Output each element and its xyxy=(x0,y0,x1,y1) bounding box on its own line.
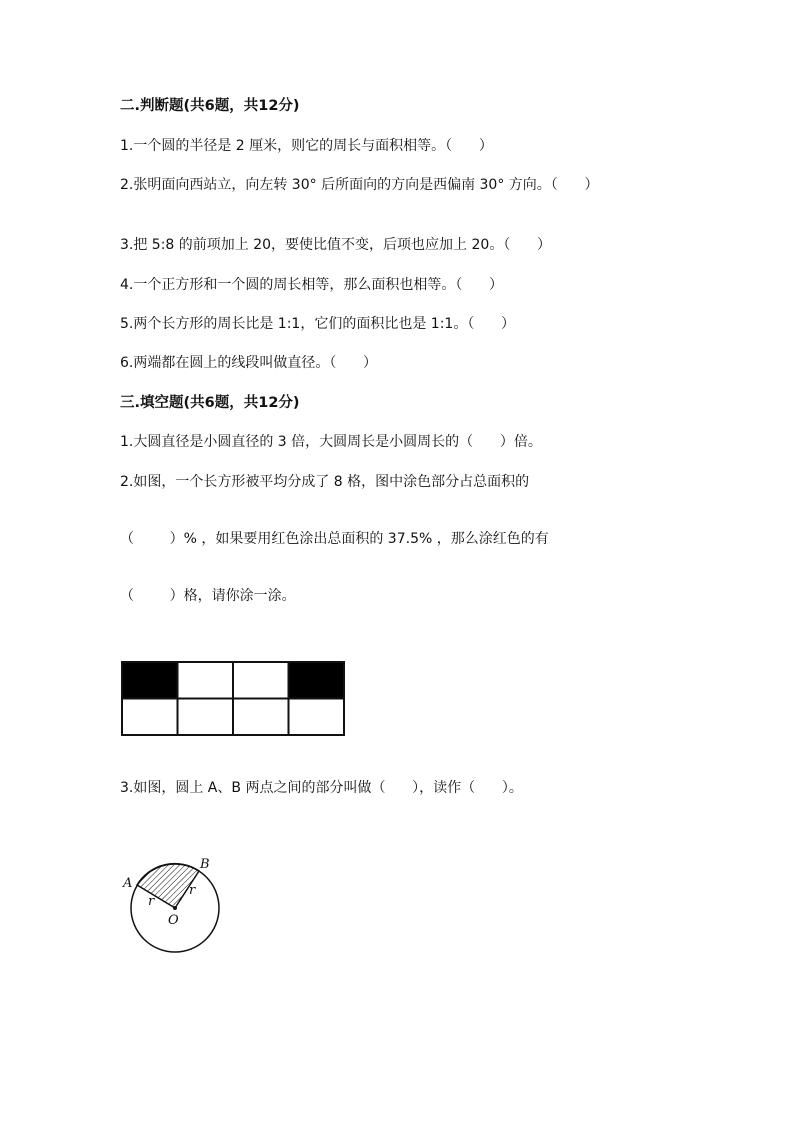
label-r-left: r xyxy=(148,894,155,909)
grid-cell-r2-c4 xyxy=(289,699,345,736)
judge-question-5: 5.两个长方形的周长比是 1:1，它们的面积比也是 1:1。（ ） xyxy=(120,316,516,332)
fill-question-1: 1.大圆直径是小圆直径的 3 倍，大圆周长是小圆周长的（ ）倍。 xyxy=(120,434,542,450)
label-b: B xyxy=(200,857,210,872)
judge-question-3: 3.把 5:8 的前项加上 20，要使比值不变，后项也应加上 20。（ ） xyxy=(120,237,552,253)
eight-cell-rectangle-figure xyxy=(121,661,345,736)
label-o: O xyxy=(168,913,179,928)
grid-cell-r2-c3 xyxy=(233,699,289,736)
grid-cell-r2-c1 xyxy=(122,699,178,736)
center-point-o xyxy=(173,906,177,910)
judge-question-4: 4.一个正方形和一个圆的周长相等，那么面积也相等。（ ） xyxy=(120,277,504,293)
judge-question-6: 6.两端都在圆上的线段叫做直径。（ ） xyxy=(120,355,378,371)
label-r-right: r xyxy=(189,883,196,898)
section-2-heading: 二.判断题(共6题，共12分) xyxy=(120,98,300,114)
fill-question-2-line-2: （ ）% ，如果要用红色涂出总面积的 37.5% ，那么涂红色的有 xyxy=(120,531,549,547)
circle-sector-figure xyxy=(115,850,230,960)
grid-cell-r1-c3 xyxy=(233,662,289,699)
fill-question-2-line-1: 2.如图，一个长方形被平均分成了 8 格，图中涂色部分占总面积的 xyxy=(120,474,530,490)
section-3-heading: 三.填空题(共6题，共12分) xyxy=(120,395,300,411)
judge-question-2: 2.张明面向西站立，向左转 30° 后所面向的方向是西偏南 30° 方向。（ ） xyxy=(120,177,599,193)
grid-cell-r1-c1 xyxy=(122,662,178,699)
fill-question-2-line-3: （ ）格，请你涂一涂。 xyxy=(120,588,296,604)
grid-cell-r1-c2 xyxy=(178,662,234,699)
fill-question-3: 3.如图，圆上 A、B 两点之间的部分叫做（ ），读作（ ）。 xyxy=(120,780,523,796)
label-a: A xyxy=(123,876,133,891)
grid-cell-r2-c2 xyxy=(178,699,234,736)
grid-cell-r1-c4 xyxy=(289,662,345,699)
judge-question-1: 1.一个圆的半径是 2 厘米，则它的周长与面积相等。（ ） xyxy=(120,138,493,154)
